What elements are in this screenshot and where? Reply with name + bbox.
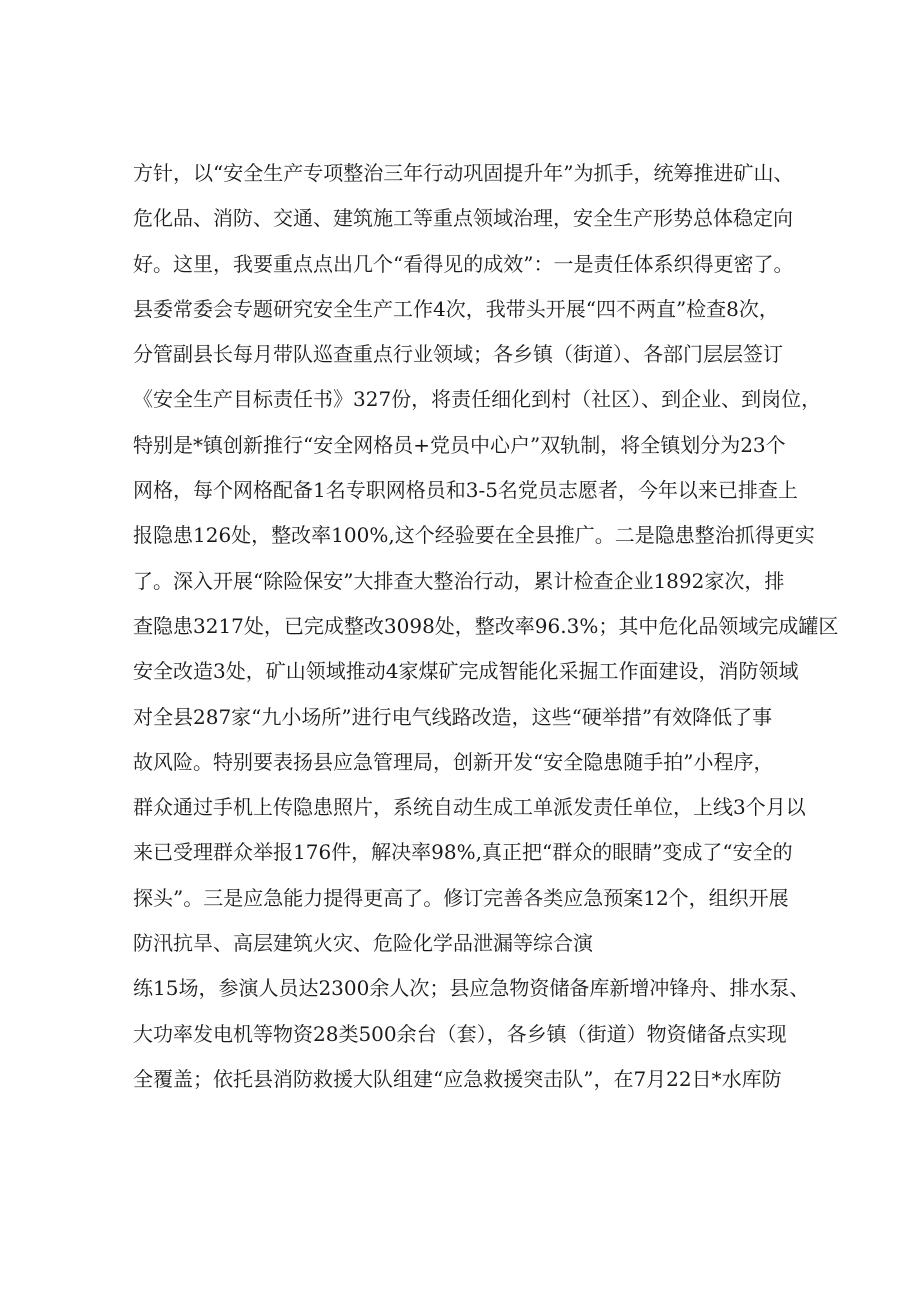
text-line: 全覆盖；依托县消防救援大队组建“应急救援突击队”，在7月22日*水库防 <box>133 1066 782 1091</box>
text-line: 好。这里，我要重点点出几个“看得见的成效”：一是责任体系织得更密了。 <box>133 251 794 276</box>
text-line: 方针，以“安全生产专项整治三年行动巩固提升年”为抓手，统筹推进矿山、 <box>133 161 794 185</box>
text-line: 查隐患3217处，已完成整改3098处，整改率96.3%；其中危化品领域完成罐区 <box>133 613 839 638</box>
text-line: 大功率发电机等物资28类500余台（套），各乡镇（街道）物资储备点实现 <box>133 1021 787 1046</box>
text-line: 县委常委会专题研究安全生产工作4次，我带头开展“四不两直”检查8次， <box>133 296 779 321</box>
text-line: 特别是*镇创新推行“安全网格员+党员中心户”双轨制，将全镇划分为23个 <box>133 432 786 457</box>
text-line: 防汛抗旱、高层建筑火灾、危险化学品泄漏等综合演 <box>133 931 593 956</box>
text-line: 故风险。特别要表扬县应急管理局，创新开发“安全隐患随手拍”小程序， <box>133 749 774 774</box>
text-line: 对全县287家“九小场所”进行电气线路改造，这些“硬举措”有效降低了事 <box>133 704 773 729</box>
text-line: 来已受理群众举报176件，解决率98%,真正把“群众的眼睛”变成了“安全的 <box>133 840 793 865</box>
text-line: 练15场，参演人员达2300余人次；县应急物资储备库新增冲锋舟、排水泵、 <box>133 976 810 1001</box>
text-line: 《安全生产目标责任书》327份，将责任细化到村（社区）、到企业、到岗位， <box>133 387 822 412</box>
text-line: 群众通过手机上传隐患照片，系统自动生成工单派发责任单位，上线3个月以 <box>133 795 806 820</box>
text-line: 了。深入开展“除险保安”大排查大整治行动，累计检查企业1892家次，排 <box>133 568 785 593</box>
text-line: 安全改造3处，矿山领域推动4家煤矿完成智能化采掘工作面建设，消防领域 <box>133 659 799 684</box>
text-line: 探头”。三是应急能力提得更高了。修订完善各类应急预案12个，组织开展 <box>133 885 789 910</box>
text-line: 报隐患126处，整改率100%,这个经验要在全县推广。二是隐患整治抓得更实 <box>133 523 815 548</box>
text-line: 网格，每个网格配备1名专职网格员和3-5名党员志愿者，今年以来已排查上 <box>133 478 798 503</box>
text-line: 危化品、消防、交通、建筑施工等重点领域治理，安全生产形势总体稳定向 <box>133 206 793 231</box>
text-line: 分管副县长每月带队巡查重点行业领域；各乡镇（街道）、各部门层层签订 <box>133 342 783 367</box>
body-paragraph <box>133 151 839 1102</box>
